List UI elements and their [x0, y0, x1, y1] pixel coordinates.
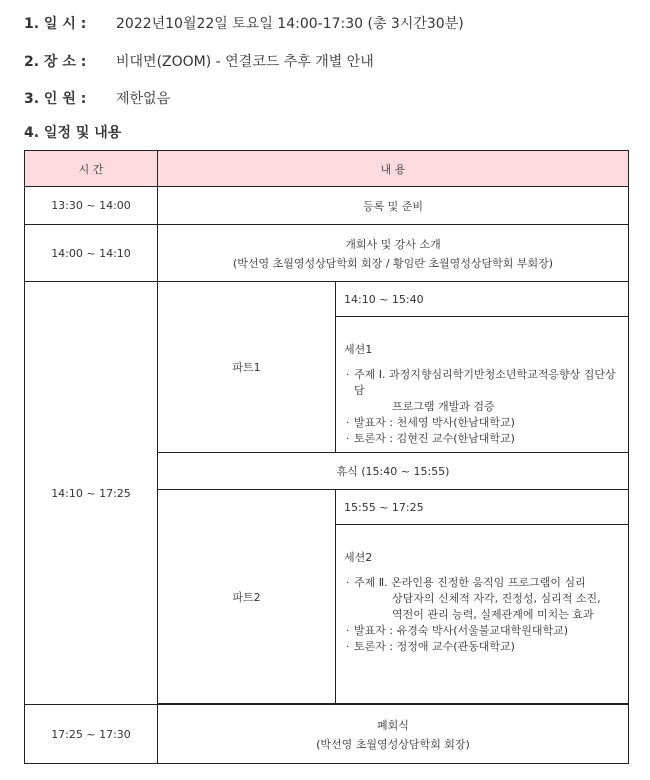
opening-content	[158, 225, 629, 282]
part2-time: 15:55 ~ 17:25	[336, 490, 629, 525]
date-label: 1. 일 시 :	[24, 16, 87, 32]
session2-title: 세션2	[344, 551, 373, 564]
session2-discussant: 토론자 : 정정애 교수(관동대학교)	[354, 640, 515, 653]
session2-presenter: 발표자 : 유경숙 박사(서울불교대학원대학교)	[354, 624, 569, 637]
table-header-row	[25, 151, 629, 187]
table-row	[25, 282, 629, 317]
session2-list	[344, 575, 620, 591]
list-item	[344, 367, 620, 399]
opening-line1: 개회사 및 강사 소개	[345, 237, 441, 251]
list-item	[344, 431, 620, 447]
schedule-table	[24, 150, 629, 764]
list-item	[344, 415, 620, 431]
list-item	[344, 639, 620, 655]
session1-title: 세션1	[344, 343, 373, 356]
list-item	[344, 575, 620, 591]
opening-time: 14:00 ~ 14:10	[25, 225, 158, 282]
info-place	[24, 51, 374, 71]
people-label: 3. 인 원 :	[24, 91, 87, 107]
session2-topic3: 역전이 관리 능력, 실제관계에 미치는 효과	[392, 608, 594, 621]
break-content: 휴식 (15:40 ~ 15:55)	[158, 453, 629, 490]
part2-label: 파트2	[158, 490, 336, 704]
info-people	[24, 88, 170, 108]
header-content: 내 용	[158, 151, 629, 187]
main-time: 14:10 ~ 17:25	[25, 282, 158, 705]
registration-content: 등록 및 준비	[158, 187, 629, 225]
part1-time: 14:10 ~ 15:40	[336, 282, 629, 317]
registration-time: 13:30 ~ 14:00	[25, 187, 158, 225]
closing-line1: 폐회식	[377, 718, 409, 732]
info-date	[24, 13, 464, 33]
header-time: 시 간	[25, 151, 158, 187]
table-row	[25, 187, 629, 225]
place-label: 2. 장 소 :	[24, 54, 87, 70]
table-row	[25, 225, 629, 282]
session2-topic2: 상담자의 신체적 자각, 진정성, 심리적 소진,	[392, 592, 601, 605]
schedule-section-title: 4. 일정 및 내용	[24, 125, 122, 141]
closing-content	[158, 705, 629, 764]
session2-list-b	[344, 623, 620, 655]
table-row	[25, 705, 629, 764]
session1-topic2: 프로그램 개발과 검증	[392, 400, 495, 413]
date-value: 2022년10월22일 토요일 14:00-17:30 (총 3시간30분)	[116, 16, 464, 32]
session1-presenter: 발표자 : 천세영 박사(한남대학교)	[354, 416, 515, 429]
people-value: 제한없음	[116, 91, 171, 107]
place-value: 비대면(ZOOM) - 연결코드 추후 개별 안내	[116, 54, 374, 70]
list-item	[344, 623, 620, 639]
session1-topic1: 주제 Ⅰ. 과정지향심리학기반청소년학교적응향상 집단상담	[354, 368, 616, 397]
session1-discussant: 토론자 : 김현진 교수(한남대학교)	[354, 432, 515, 445]
part1-label: 파트1	[158, 282, 336, 453]
part1-session	[336, 317, 629, 453]
session1-list	[344, 367, 620, 399]
session2-topic1: 주제 Ⅱ. 온라인용 진정한 움직임 프로그램이 심리	[354, 576, 586, 589]
closing-line2: (박선영 초월영성상담학회 회장)	[316, 737, 470, 751]
closing-time: 17:25 ~ 17:30	[25, 705, 158, 764]
opening-line2: (박선영 초월영성상담학회 회장 / 황임란 초월영성상담학회 부회장)	[232, 256, 554, 270]
part2-session	[336, 525, 629, 704]
session1-list-b	[344, 415, 620, 447]
